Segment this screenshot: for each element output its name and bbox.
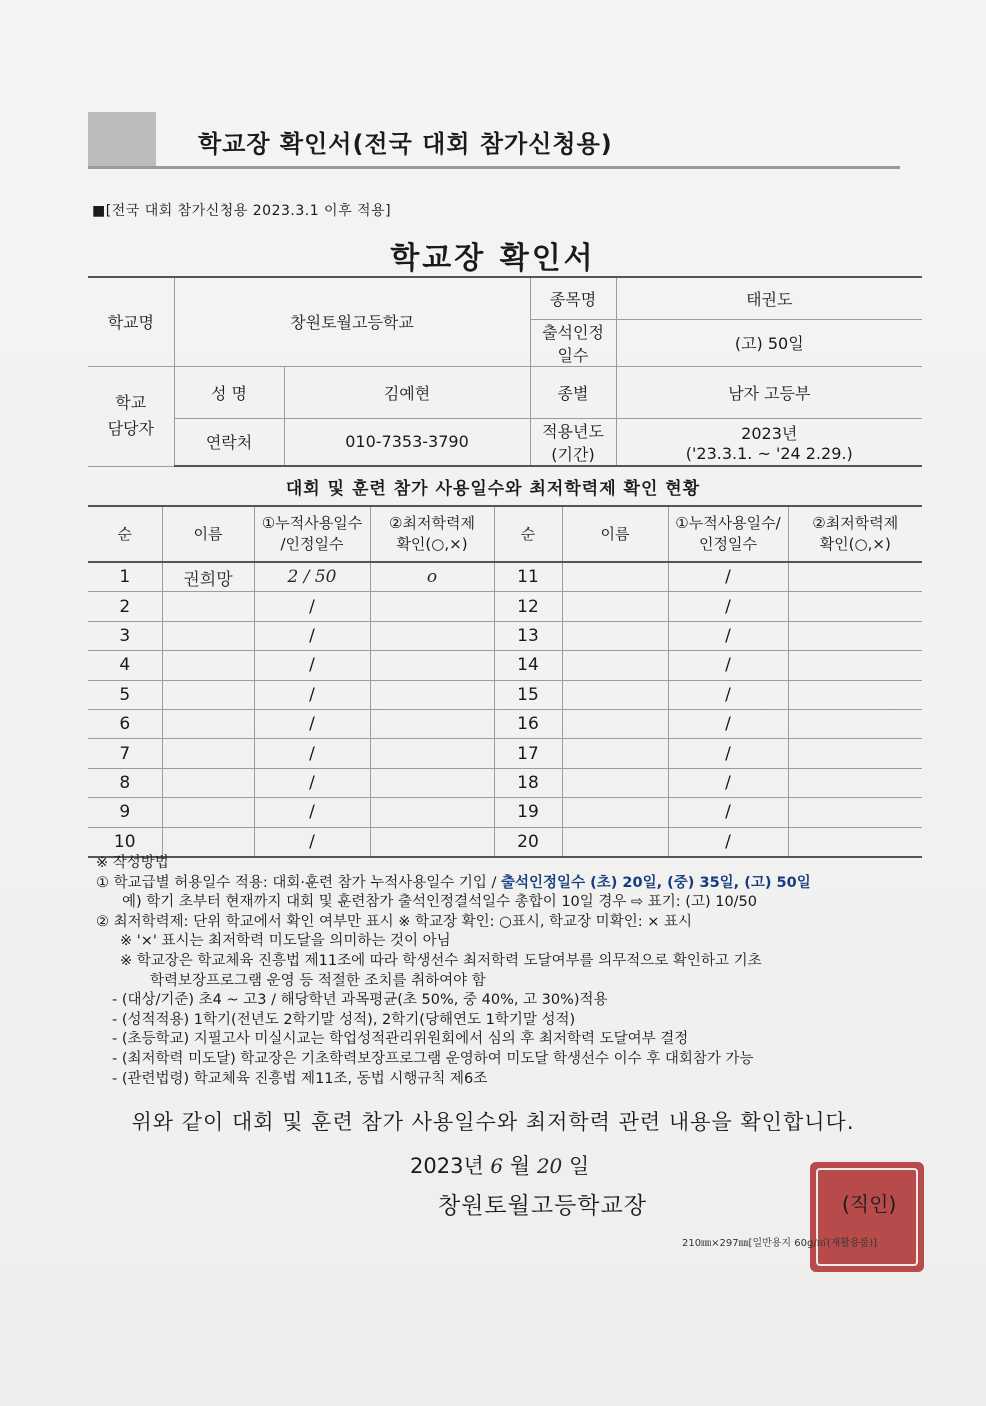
row-number-right: 13 xyxy=(494,621,562,650)
row-number-right: 11 xyxy=(494,562,562,592)
row-number: 10 xyxy=(88,827,162,857)
table-row xyxy=(88,621,922,650)
row-name-right xyxy=(562,680,668,709)
row-check-right xyxy=(788,562,922,592)
row-name xyxy=(162,768,254,797)
col-days: ①누적사용일수 /인정일수 xyxy=(254,506,370,562)
row-check xyxy=(370,621,494,650)
row-number-right: 19 xyxy=(494,798,562,827)
row-name xyxy=(162,709,254,738)
school-value: 창원토월고등학교 xyxy=(174,277,530,366)
table-row xyxy=(88,739,922,768)
row-check-right xyxy=(788,827,922,857)
row-check xyxy=(370,709,494,738)
row-days-right: / xyxy=(668,651,788,680)
row-name-right xyxy=(562,592,668,621)
row-days-right: / xyxy=(668,827,788,857)
name-label: 성 명 xyxy=(174,366,284,418)
note-line-4: ※ '×' 표시는 최저학력 미도달을 의미하는 것이 아님 xyxy=(120,933,451,950)
row-number: 7 xyxy=(88,739,162,768)
row-number-right: 20 xyxy=(494,827,562,857)
roster-subtitle: 대회 및 훈련 참가 사용일수와 최저학력제 확인 현황 xyxy=(285,479,701,499)
row-number-right: 17 xyxy=(494,739,562,768)
school-label: 학교명 xyxy=(88,277,174,366)
row-name-right xyxy=(562,651,668,680)
note-line-6: 학력보장프로그램 운영 등 적절한 조치를 취하여야 함 xyxy=(150,972,486,989)
row-days-right: / xyxy=(668,739,788,768)
seal-label: (직인) xyxy=(842,1192,897,1216)
col-num-right: 순 xyxy=(494,506,562,562)
signer-name: 창원토월고등학교장 xyxy=(438,1193,647,1219)
note-line-9: - (초등학교) 지필고사 미실시교는 학업성적관리위원회에서 심의 후 최저학력 도달여부 결정 xyxy=(112,1031,689,1048)
row-name xyxy=(162,739,254,768)
row-number: 2 xyxy=(88,592,162,621)
row-name xyxy=(162,798,254,827)
row-number-right: 14 xyxy=(494,651,562,680)
header-title: 학교장 확인서(전국 대회 참가신청용) xyxy=(198,130,613,158)
row-days: / xyxy=(254,621,370,650)
event-label: 종목명 xyxy=(530,277,616,319)
table-row xyxy=(88,562,922,592)
row-number: 6 xyxy=(88,709,162,738)
note-line-5: ※ 학교장은 학교체육 진흥법 제11조에 따라 학생선수 최저학력 도달여부를 의무적으로 확인하고 기초 xyxy=(120,952,762,969)
note-line-7: - (대상/기준) 초4 ~ 고3 / 해당학년 과목평균(초 50%, 중 40%, 고 30%)적용 xyxy=(112,992,608,1009)
confirmation-statement: 위와 같이 대회 및 훈련 참가 사용일수와 최저학력 관련 내용을 확인합니다. xyxy=(131,1110,855,1134)
row-check-right xyxy=(788,768,922,797)
header-decoration xyxy=(88,112,156,166)
note-line-1: ① 학교급별 허용일수 적용: 대회·훈련 참가 누적사용일수 기입 / 출석인정일수 (초) 20일, (중) 35일, (고) 50일 xyxy=(96,874,811,891)
row-days: / xyxy=(254,827,370,857)
contact-label: 연락처 xyxy=(174,418,284,466)
document-title: 학교장 확인서 xyxy=(390,241,596,276)
row-name xyxy=(162,680,254,709)
col-name-right: 이름 xyxy=(562,506,668,562)
row-name-right xyxy=(562,562,668,592)
col-name: 이름 xyxy=(162,506,254,562)
col-academic: ②최저학력제 확인(○,×) xyxy=(370,506,494,562)
row-check-right xyxy=(788,651,922,680)
row-check-right xyxy=(788,709,922,738)
row-days-right: / xyxy=(668,768,788,797)
roster-table xyxy=(88,505,922,858)
row-check xyxy=(370,827,494,857)
category-value: 남자 고등부 xyxy=(616,366,922,418)
col-num: 순 xyxy=(88,506,162,562)
table-row xyxy=(88,651,922,680)
note-line-3: ② 최저학력제: 단위 학교에서 확인 여부만 표시 ※ 학교장 확인: ○표시, 학교장 미확인: × 표시 xyxy=(96,913,692,930)
table-row xyxy=(88,827,922,857)
table-row xyxy=(88,709,922,738)
table-row xyxy=(88,768,922,797)
row-number-right: 15 xyxy=(494,680,562,709)
name-value: 김예현 xyxy=(284,366,530,418)
row-days-right: / xyxy=(668,798,788,827)
row-number-right: 12 xyxy=(494,592,562,621)
row-days: / xyxy=(254,680,370,709)
table-row xyxy=(88,592,922,621)
row-name xyxy=(162,592,254,621)
row-days-right: / xyxy=(668,562,788,592)
table-row xyxy=(88,798,922,827)
header-bar xyxy=(88,112,900,169)
row-check xyxy=(370,768,494,797)
info-table xyxy=(88,276,922,467)
row-check-right xyxy=(788,798,922,827)
row-name-right xyxy=(562,798,668,827)
row-check-right xyxy=(788,680,922,709)
col-academic-right: ②최저학력제 확인(○,×) xyxy=(788,506,922,562)
row-number-right: 18 xyxy=(494,768,562,797)
row-name xyxy=(162,651,254,680)
row-name-right xyxy=(562,621,668,650)
issue-date: 2023년 6 월 20 일 xyxy=(410,1154,590,1178)
note-line-11: - (관련법령) 학교체육 진흥법 제11조, 동법 시행규칙 제6조 xyxy=(112,1070,488,1087)
notice-text: ■[전국 대회 참가신청용 2023.3.1 이후 적용] xyxy=(92,203,392,219)
manager-label: 학교 담당자 xyxy=(88,366,174,466)
row-check xyxy=(370,739,494,768)
row-name: 권희망 xyxy=(162,562,254,592)
row-days: 2 / 50 xyxy=(254,562,370,592)
year-label: 적용년도 (기간) xyxy=(530,418,616,466)
note-line-10: - (최저학력 미도달) 학교장은 기초학력보장프로그램 운영하여 미도달 학생선수 이수 후 대회참가 가능 xyxy=(112,1050,754,1067)
row-name-right xyxy=(562,768,668,797)
row-number: 8 xyxy=(88,768,162,797)
row-days: / xyxy=(254,651,370,680)
row-days: / xyxy=(254,592,370,621)
row-days: / xyxy=(254,768,370,797)
row-check: o xyxy=(370,562,494,592)
row-name-right xyxy=(562,709,668,738)
instructions xyxy=(96,854,936,1089)
paper-spec-footnote: 210㎜×297㎜[일반용지 60g/㎡(재활용품)] xyxy=(682,1238,878,1249)
row-days: / xyxy=(254,709,370,738)
contact-value: 010-7353-3790 xyxy=(284,418,530,466)
row-days-right: / xyxy=(668,709,788,738)
row-number: 5 xyxy=(88,680,162,709)
official-seal-stamp xyxy=(810,1162,924,1272)
row-days: / xyxy=(254,798,370,827)
row-check xyxy=(370,680,494,709)
row-number: 3 xyxy=(88,621,162,650)
row-check xyxy=(370,798,494,827)
row-name-right xyxy=(562,739,668,768)
row-number-right: 16 xyxy=(494,709,562,738)
row-number: 9 xyxy=(88,798,162,827)
row-number: 4 xyxy=(88,651,162,680)
row-name-right xyxy=(562,827,668,857)
note-line-2: 예) 학기 초부터 현재까지 대회 및 훈련참가 출석인정결석일수 총합이 10일 경우 ⇨ 표기: (고) 10/50 xyxy=(122,894,758,911)
col-days-right: ①누적사용일수/ 인정일수 xyxy=(668,506,788,562)
row-check-right xyxy=(788,592,922,621)
row-days-right: / xyxy=(668,680,788,709)
year-value: 2023년 ('23.3.1. ~ '24 2.29.) xyxy=(616,418,922,466)
days-label: 출석인정 일수 xyxy=(530,319,616,366)
days-value: (고) 50일 xyxy=(616,319,922,366)
row-name xyxy=(162,621,254,650)
notes-heading: ※ 작성방법 xyxy=(96,855,169,871)
category-label: 종별 xyxy=(530,366,616,418)
table-row xyxy=(88,680,922,709)
row-check xyxy=(370,592,494,621)
row-days-right: / xyxy=(668,621,788,650)
row-days-right: / xyxy=(668,592,788,621)
row-check-right xyxy=(788,621,922,650)
row-check-right xyxy=(788,739,922,768)
row-name xyxy=(162,827,254,857)
row-number: 1 xyxy=(88,562,162,592)
row-check xyxy=(370,651,494,680)
note-line-8: - (성적적용) 1학기(전년도 2학기말 성적), 2학기(당해연도 1학기말 성적) xyxy=(112,1011,576,1028)
row-days: / xyxy=(254,739,370,768)
event-value: 태권도 xyxy=(616,277,922,319)
